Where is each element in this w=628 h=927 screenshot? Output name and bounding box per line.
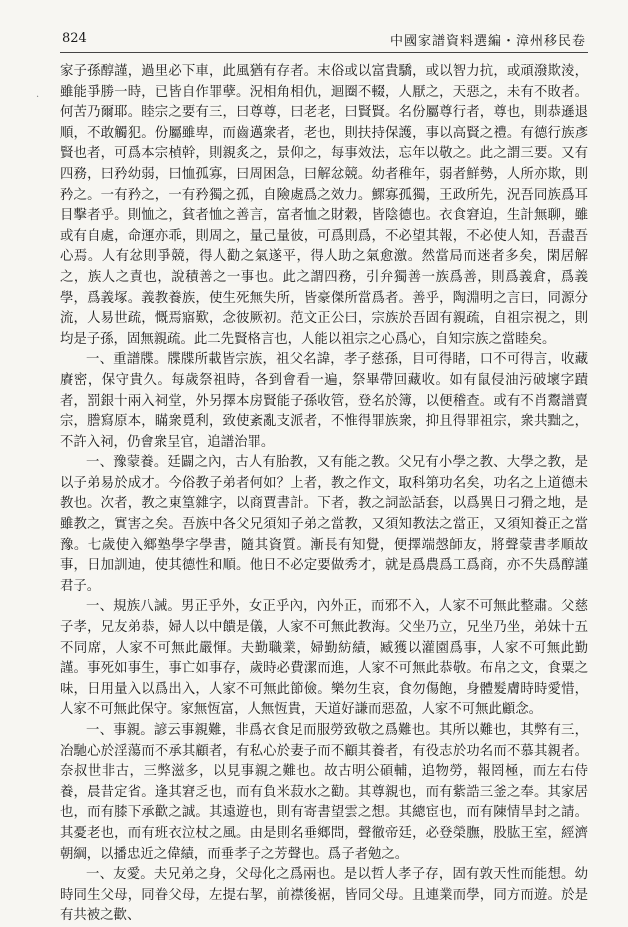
margin-mark: ·: [36, 92, 40, 103]
paragraph-zongzu-continuation: 家子孫醇謹，過里必下車，此風猶有存者。末俗或以富貴驕，或以智力抗，或頑潑欺淩，雖能爭勝一時，已皆自作罪孽。況相角相仇，迴圈不輟，人厭之，天惡之，未有不敗者。何苦乃爾耶。睦宗之要有三，曰尊尊，曰老老，曰賢賢。名份屬尊行者，尊也，則恭遜退順，不敢觸犯。份屬雖卑，而齒邁衆者，老也，則扶持保護，事以高賢之禮。有德行族彥賢也者，可爲本宗楨幹，則親炙之，景仰之，每事效法，忘年以敬之。此之謂三要。又有四務，曰矜幼弱，曰恤孤寡，曰周困急，曰解忿競。幼者稚年，弱者鮮勢，人所亦欺，則矜之。一有矜之，一有矜獨之孤，自險處爲之效力。鰥寡孤獨，王政所先，況吾同族爲耳目擊者乎。則恤之，貧者恤之善言，富者恤之財穀，皆陰德也。衣食窘迫，生計無聊，雖或有自處，命運亦乖，則周之，量己量彼，可爲則爲，不必望其報，不必使人知，吾盡吾心焉。人有忿則爭競，得人勸之氣遂平，得人助之氣愈激。然當局而迷者多矣，閑居解之，族人之責也，說積善之一事也。此之謂四務，引弁獨善一族爲善，則爲義倉，爲義學，爲義塚。義教養族，使生死無失所，皆豪傑所當爲者。善乎，陶淵明之言曰，同源分流，人易世疏，慨焉寤歎，念彼厥初。范文正公曰，宗族於吾固有親疏，自祖宗視之，則均是子孫，固無親疏。此二先賢格言也，人能以祖宗之心爲心，自知宗族之當睦矣。: [60, 64, 588, 347]
running-title: 中國家譜資料選編・漳州移民卷: [389, 34, 586, 49]
paragraph-youai: 一、友愛。夫兄弟之身，父母化之爲兩也。是以哲人孝子存，固有敦天性而能想。幼時同生父母，同眷父母，左提右挈，前襟後裾，皆同父母。且連業而學，同方而遊。於是有共被之歡、: [60, 867, 588, 924]
paragraph-shiqin: 一、事親。諺云事親難，非爲衣食足而服勞致敬之爲難也。其所以難也，其弊有三，冶馳心於淫蕩而不承其顧者，有私心於妻子而不顧其養者，有役志於功名而不慕其親者。奈叔世非古，三弊滋多，以見事親之難也。故古明公碩輔，追物勞，報罔極，而左右侍養，晨昔定省。逢其窘乏也，而有負米菽水之勸。其尊親也，而有紫誥三釜之奉。其家居也，而有膝下承歡之誠。其遠遊也，則有寄書望雲之想。其總宦也，而有陳情旱封之請。其憂老也，而有班衣泣杖之風。由是則名垂鄉問，聲徹帝廷，必登榮膴，股肱王室，經濟朝綱，以播忠近之偉績，而垂孝子之芳聲也。爲子者勉之。: [60, 723, 588, 862]
paragraph-bajie: 一、規族八誡。男正乎外，女正乎內，內外正，而邪不入，人家不可無此整肅。父慈子孝，兄友弟恭，婦人以中饋是儀，人家不可無此教海。父坐乃立，兄坐乃坐，弟妹十五不同席，人家不可無此嚴惲。夫勤職業，婦勤紡績，臧獲以灌園爲事，人家不可無此勤謹。事死如事生，事亡如事存，歲時必費潔而進，人家不可無此恭敬。布帛之文，食粟之味，日用量入以爲出入，人家不可無此節儉。樂勿生哀，食勿傷飽，身體髮膚時時愛惜，人家不可無此保守。家無恆富，人無恆貴，天道好謙而惡盈，人家不可無此顧念。: [60, 599, 588, 718]
page-header: [60, 30, 588, 53]
document-body: [60, 62, 588, 927]
paragraph-pudie: 一、重譜牒。牒牒所載皆宗族，祖父名諱，孝子慈孫，目可得睹，口不可得言，收藏賡密，保守貴久。每歲祭祖時，各到會看一遍，祭畢帶回藏收。如有鼠侵油污破壞字蹟者，罰銀十兩入祠堂，外另擇本房賢能子孫收管，登名於簿，以便稽查。或有不肖鬻譜賣宗，謄寫原本，瞞衆覓利，致使紊亂支派者，不惟得罪族衆，抑且得罪祖宗，衆共黜之，不許入祠，仍會衆呈官，追譜治罪。: [60, 352, 588, 450]
page-number: 824: [62, 31, 87, 46]
paragraph-mengyang: 一、豫蒙養。廷闢之內，古人有胎教，又有能之教。父兄有小學之教、大學之教，是以子弟易於成才。今俗教子弟者何如？上者，教之作文，取科第功名矣，功名之上道德未教也。次者，教之東篁雜字，以商賈書計。下者，教之詞訟話套，以爲異日刁猾之地，是雖教之，實害之矣。吾族中各父兄須知子弟之當教，又須知教法之當正，又須知養正之當豫。七歲使入鄉塾學字學書，隨其資質。漸長有知覺，便擇端愨師友，將聲蒙書孝順故事，日加訓迪，使其德性和順。他日不必定要做秀才，就是爲農爲工爲商，亦不失爲醇謹君子。: [60, 455, 588, 594]
